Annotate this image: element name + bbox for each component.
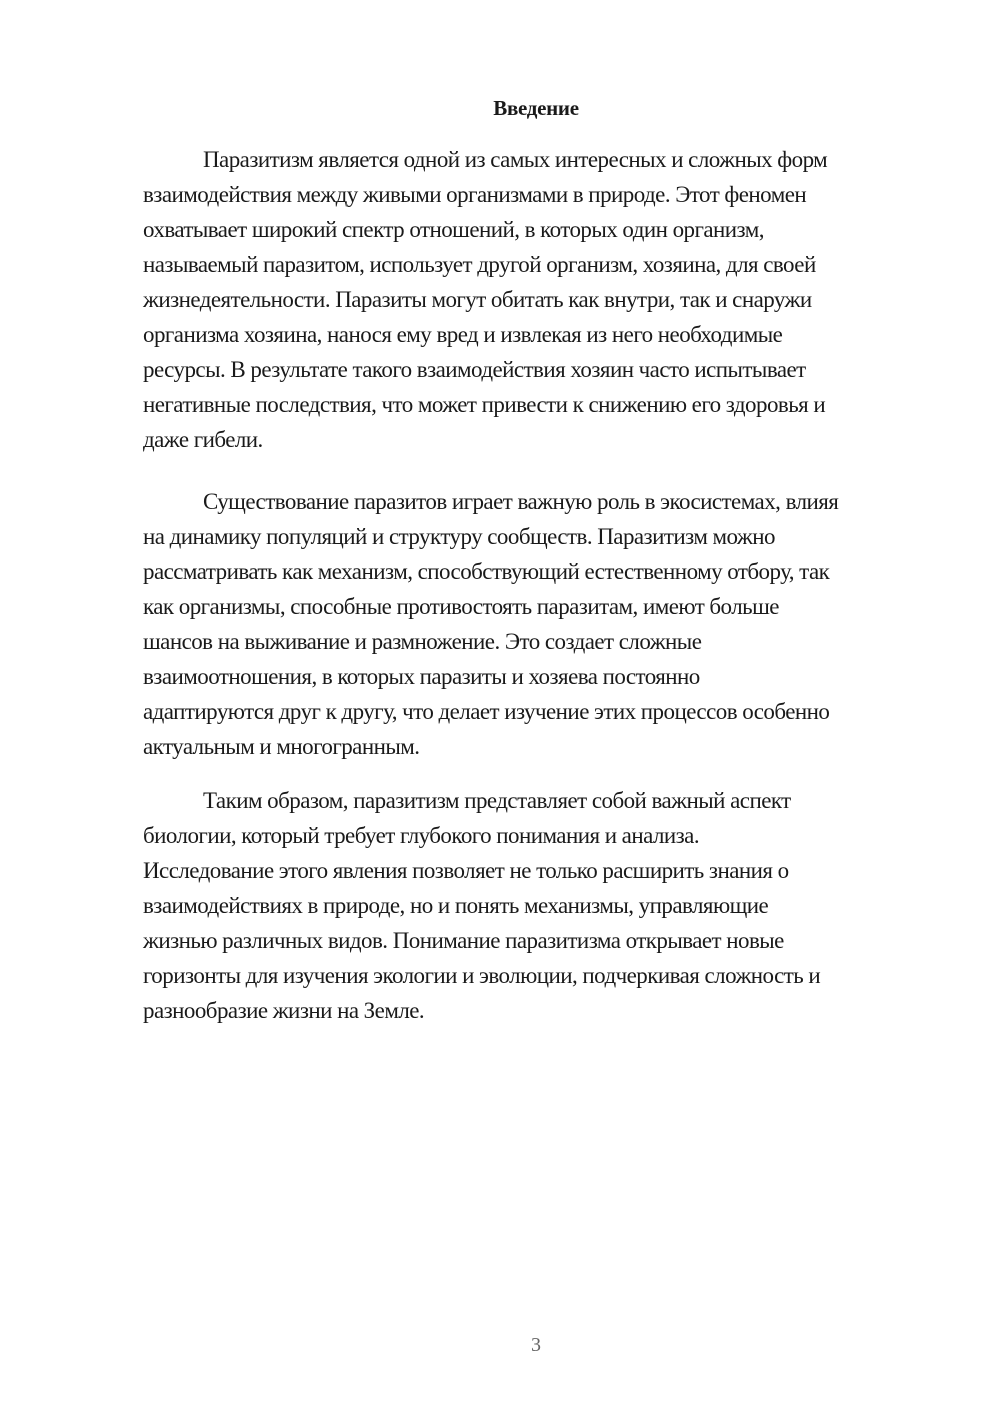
text-line: адаптируются друг к другу, что делает изучение этих процессов особенно [143,699,830,724]
text-line: рассматривать как механизм, способствующий естественному отбору, так [143,559,830,584]
text-line: негативные последствия, что может привести к снижению его здоровья и [143,392,826,417]
text-line: горизонты для изучения экологии и эволюции, подчеркивая сложность и [143,963,821,988]
text-line: организма хозяина, нанося ему вред и извлекая из него необходимые [143,322,783,347]
text-line: взаимодействиях в природе, но и понять механизмы, управляющие [143,893,769,918]
text-line: актуальным и многогранным. [143,734,420,759]
text-line: называемый паразитом, использует другой организм, хозяина, для своей [143,252,816,277]
text-line: как организмы, способные противостоять паразитам, имеют больше [143,594,779,619]
text-line: даже гибели. [143,427,263,452]
text-line: жизнью различных видов. Понимание паразитизма открывает новые [143,928,784,953]
text-line: взаимоотношения, в которых паразиты и хозяева постоянно [143,664,700,689]
paragraph-1 [143,142,928,457]
section-title: Введение [493,96,579,120]
text-line: разнообразие жизни на Земле. [143,998,425,1023]
text-line: шансов на выживание и размножение. Это создает сложные [143,629,702,654]
text-line: Исследование этого явления позволяет не только расширить знания о [143,858,789,883]
text-line: ресурсы. В результате такого взаимодействия хозяин часто испытывает [143,357,806,382]
text-line: охватывает широкий спектр отношений, в которых один организм, [143,217,764,242]
paragraph-2 [143,484,928,764]
text-line: Таким образом, паразитизм представляет собой важный аспект [203,788,791,813]
text-line: Существование паразитов играет важную роль в экосистемах, влияя [203,489,839,514]
text-line: Паразитизм является одной из самых интересных и сложных форм [203,147,828,172]
paragraph-3 [143,783,928,1028]
text-line: биологии, который требует глубокого понимания и анализа. [143,823,700,848]
text-line: жизнедеятельности. Паразиты могут обитать как внутри, так и снаружи [143,287,812,312]
text-line: на динамику популяций и структуру сообществ. Паразитизм можно [143,524,775,549]
text-line: взаимодействия между живыми организмами в природе. Этот феномен [143,182,807,207]
page-number: 3 [531,1334,541,1356]
